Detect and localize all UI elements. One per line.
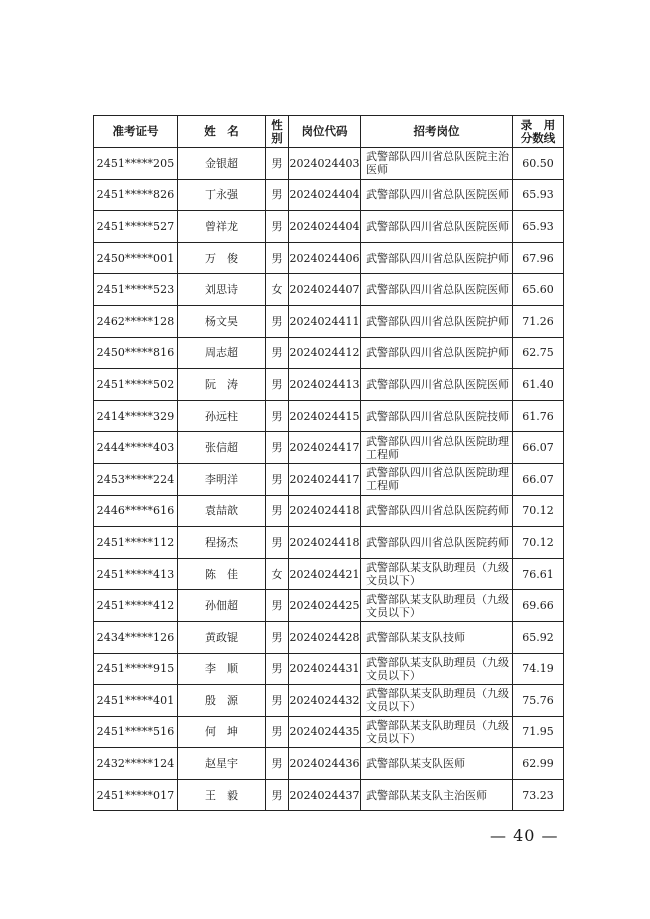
cell-gender: 男: [266, 653, 289, 685]
cell-gender: 男: [266, 369, 289, 401]
cell-score: 71.95: [513, 716, 564, 748]
cell-exam-no: 2451*****915: [94, 653, 178, 685]
table-row: [94, 242, 564, 274]
cell-post-code: 2024024435: [289, 716, 361, 748]
cell-score: 61.76: [513, 400, 564, 432]
cell-exam-no: 2414*****329: [94, 400, 178, 432]
table-row: [94, 653, 564, 685]
cell-score: 73.23: [513, 779, 564, 811]
cell-gender: 男: [266, 305, 289, 337]
table-row: [94, 274, 564, 306]
cell-name: 陈 佳: [178, 558, 266, 590]
cell-post-code: 2024024404: [289, 211, 361, 243]
cell-exam-no: 2451*****516: [94, 716, 178, 748]
cell-score: 69.66: [513, 590, 564, 622]
cell-post: 武警部队某支队助理员（九级文员以下）: [361, 653, 513, 685]
table-row: [94, 337, 564, 369]
cell-name: 金银超: [178, 148, 266, 180]
cell-exam-no: 2451*****523: [94, 274, 178, 306]
cell-post: 武警部队四川省总队医院医师: [361, 211, 513, 243]
results-table: [93, 115, 564, 811]
cell-name: 李明洋: [178, 463, 266, 495]
cell-score: 65.93: [513, 211, 564, 243]
cell-score: 61.40: [513, 369, 564, 401]
header-name: 姓 名: [178, 116, 266, 148]
cell-gender: 男: [266, 432, 289, 464]
table-row: [94, 779, 564, 811]
cell-post: 武警部队四川省总队医院药师: [361, 495, 513, 527]
cell-exam-no: 2453*****224: [94, 463, 178, 495]
cell-gender: 男: [266, 148, 289, 180]
cell-post-code: 2024024403: [289, 148, 361, 180]
cell-gender: 男: [266, 685, 289, 717]
cell-name: 张信超: [178, 432, 266, 464]
cell-post-code: 2024024406: [289, 242, 361, 274]
table-body: [94, 148, 564, 811]
cell-score: 70.12: [513, 527, 564, 559]
page-number: — 40 —: [490, 826, 559, 845]
cell-name: 阮 涛: [178, 369, 266, 401]
cell-post: 武警部队四川省总队医院技师: [361, 400, 513, 432]
cell-post: 武警部队四川省总队医院医师: [361, 179, 513, 211]
cell-post: 武警部队四川省总队医院医师: [361, 274, 513, 306]
cell-gender: 男: [266, 590, 289, 622]
cell-post-code: 2024024415: [289, 400, 361, 432]
cell-gender: 女: [266, 558, 289, 590]
cell-post: 武警部队某支队主治医师: [361, 779, 513, 811]
cell-exam-no: 2451*****527: [94, 211, 178, 243]
cell-name: 孙佃超: [178, 590, 266, 622]
cell-post: 武警部队某支队助理员（九级文员以下）: [361, 558, 513, 590]
cell-post-code: 2024024418: [289, 495, 361, 527]
cell-score: 70.12: [513, 495, 564, 527]
cell-post: 武警部队四川省总队医院助理工程师: [361, 432, 513, 464]
cell-exam-no: 2450*****001: [94, 242, 178, 274]
table-row: [94, 558, 564, 590]
table-row: [94, 179, 564, 211]
cell-name: 程扬杰: [178, 527, 266, 559]
cell-post-code: 2024024412: [289, 337, 361, 369]
cell-exam-no: 2434*****126: [94, 621, 178, 653]
header-exam-no: 准考证号: [94, 116, 178, 148]
cell-name: 袁喆歆: [178, 495, 266, 527]
cell-score: 65.60: [513, 274, 564, 306]
cell-name: 万 俊: [178, 242, 266, 274]
table-row: [94, 369, 564, 401]
cell-post: 武警部队四川省总队医院护师: [361, 305, 513, 337]
table-row: [94, 211, 564, 243]
cell-score: 66.07: [513, 432, 564, 464]
cell-gender: 女: [266, 274, 289, 306]
header-score: 录 用 分数线: [513, 116, 564, 148]
table-row: [94, 685, 564, 717]
table-header-row: [94, 116, 564, 148]
cell-exam-no: 2451*****205: [94, 148, 178, 180]
cell-exam-no: 2451*****413: [94, 558, 178, 590]
cell-gender: 男: [266, 400, 289, 432]
cell-post-code: 2024024428: [289, 621, 361, 653]
table-row: [94, 400, 564, 432]
cell-exam-no: 2451*****401: [94, 685, 178, 717]
cell-post-code: 2024024407: [289, 274, 361, 306]
cell-exam-no: 2451*****112: [94, 527, 178, 559]
cell-score: 62.75: [513, 337, 564, 369]
table-row: [94, 148, 564, 180]
header-post-code: 岗位代码: [289, 116, 361, 148]
cell-post-code: 2024024417: [289, 432, 361, 464]
cell-gender: 男: [266, 716, 289, 748]
header-gender: 性 别: [266, 116, 289, 148]
cell-score: 75.76: [513, 685, 564, 717]
cell-name: 赵星宇: [178, 748, 266, 780]
cell-score: 62.99: [513, 748, 564, 780]
cell-gender: 男: [266, 495, 289, 527]
cell-score: 65.93: [513, 179, 564, 211]
cell-score: 67.96: [513, 242, 564, 274]
table-row: [94, 432, 564, 464]
cell-post: 武警部队某支队技师: [361, 621, 513, 653]
cell-gender: 男: [266, 621, 289, 653]
cell-name: 刘思诗: [178, 274, 266, 306]
cell-post-code: 2024024425: [289, 590, 361, 622]
cell-exam-no: 2451*****826: [94, 179, 178, 211]
cell-score: 74.19: [513, 653, 564, 685]
table-row: [94, 590, 564, 622]
table-row: [94, 621, 564, 653]
cell-gender: 男: [266, 748, 289, 780]
cell-name: 杨文昊: [178, 305, 266, 337]
cell-name: 孙远柱: [178, 400, 266, 432]
cell-exam-no: 2432*****124: [94, 748, 178, 780]
cell-score: 66.07: [513, 463, 564, 495]
cell-post-code: 2024024432: [289, 685, 361, 717]
cell-post: 武警部队某支队助理员（九级文员以下）: [361, 685, 513, 717]
cell-score: 60.50: [513, 148, 564, 180]
cell-name: 曾祥龙: [178, 211, 266, 243]
cell-post-code: 2024024418: [289, 527, 361, 559]
cell-post-code: 2024024421: [289, 558, 361, 590]
cell-gender: 男: [266, 211, 289, 243]
header-post: 招考岗位: [361, 116, 513, 148]
cell-gender: 男: [266, 527, 289, 559]
cell-post: 武警部队四川省总队医院助理工程师: [361, 463, 513, 495]
cell-exam-no: 2462*****128: [94, 305, 178, 337]
table-row: [94, 527, 564, 559]
cell-score: 65.92: [513, 621, 564, 653]
cell-exam-no: 2451*****412: [94, 590, 178, 622]
cell-post-code: 2024024413: [289, 369, 361, 401]
cell-name: 王 毅: [178, 779, 266, 811]
cell-gender: 男: [266, 179, 289, 211]
cell-name: 丁永强: [178, 179, 266, 211]
cell-post: 武警部队某支队医师: [361, 748, 513, 780]
cell-post-code: 2024024404: [289, 179, 361, 211]
cell-exam-no: 2450*****816: [94, 337, 178, 369]
cell-post: 武警部队某支队助理员（九级文员以下）: [361, 716, 513, 748]
cell-post: 武警部队某支队助理员（九级文员以下）: [361, 590, 513, 622]
cell-gender: 男: [266, 242, 289, 274]
cell-post-code: 2024024411: [289, 305, 361, 337]
cell-exam-no: 2451*****502: [94, 369, 178, 401]
cell-post: 武警部队四川省总队医院医师: [361, 369, 513, 401]
cell-name: 李 顺: [178, 653, 266, 685]
cell-post-code: 2024024417: [289, 463, 361, 495]
table-row: [94, 716, 564, 748]
table-row: [94, 463, 564, 495]
cell-exam-no: 2446*****616: [94, 495, 178, 527]
cell-gender: 男: [266, 779, 289, 811]
cell-score: 76.61: [513, 558, 564, 590]
cell-post: 武警部队四川省总队医院护师: [361, 337, 513, 369]
cell-exam-no: 2451*****017: [94, 779, 178, 811]
cell-post: 武警部队四川省总队医院主治医师: [361, 148, 513, 180]
cell-post-code: 2024024436: [289, 748, 361, 780]
cell-name: 何 坤: [178, 716, 266, 748]
cell-gender: 男: [266, 463, 289, 495]
cell-name: 周志超: [178, 337, 266, 369]
table-row: [94, 748, 564, 780]
results-table-container: [93, 115, 563, 811]
cell-gender: 男: [266, 337, 289, 369]
cell-post-code: 2024024437: [289, 779, 361, 811]
cell-name: 黄政锟: [178, 621, 266, 653]
cell-post: 武警部队四川省总队医院药师: [361, 527, 513, 559]
table-row: [94, 495, 564, 527]
cell-post-code: 2024024431: [289, 653, 361, 685]
cell-exam-no: 2444*****403: [94, 432, 178, 464]
table-row: [94, 305, 564, 337]
cell-post: 武警部队四川省总队医院护师: [361, 242, 513, 274]
cell-name: 殷 源: [178, 685, 266, 717]
cell-score: 71.26: [513, 305, 564, 337]
